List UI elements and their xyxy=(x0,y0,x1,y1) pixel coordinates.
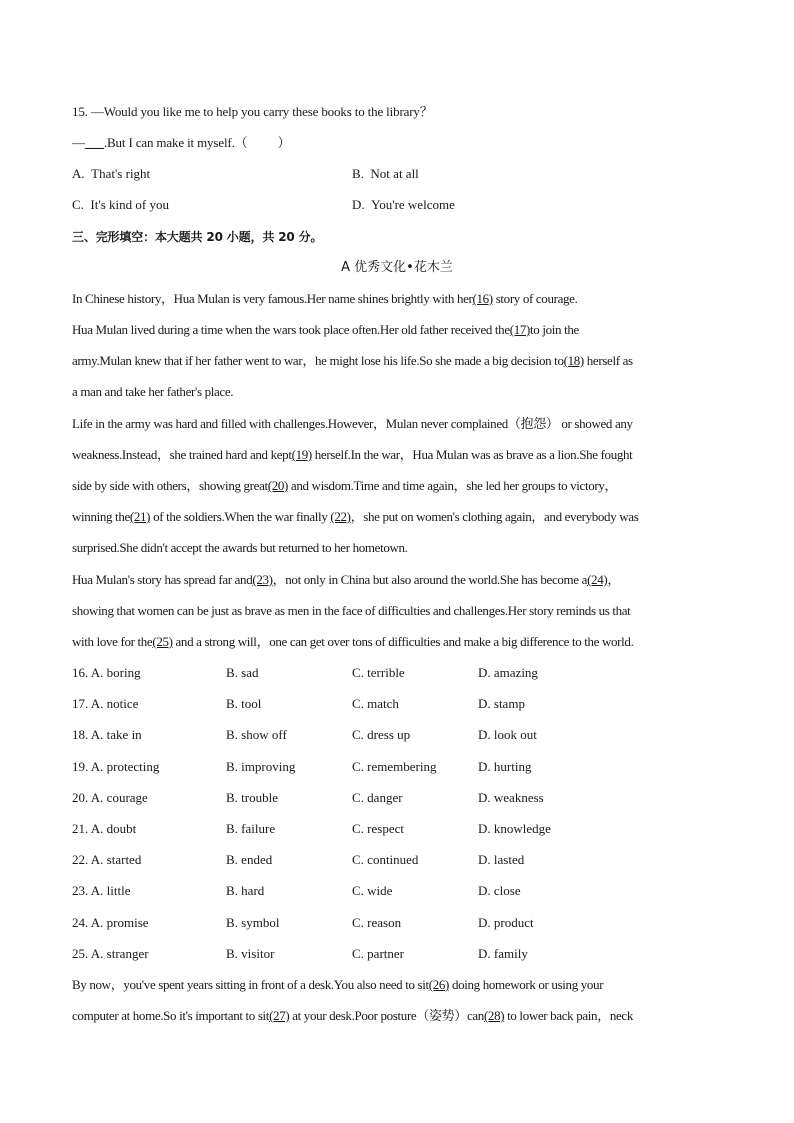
choice-a[interactable]: 22. A. started xyxy=(72,852,142,867)
question-15 xyxy=(72,103,734,121)
blank-17[interactable]: (17) xyxy=(509,322,531,337)
choice-c[interactable]: C. match xyxy=(352,696,399,711)
reply-close: ） xyxy=(277,135,291,150)
choice-b[interactable]: B. ended xyxy=(226,852,273,867)
choice-row xyxy=(72,758,732,776)
choice-c[interactable]: C. respect xyxy=(352,821,404,836)
dash: — xyxy=(72,135,85,150)
passage-line-11: showing that women can be just as brave as men in the face of difficulties and challenges.Her story reminds us that xyxy=(72,603,631,618)
blank-21[interactable]: (21) xyxy=(129,509,151,524)
blank-28[interactable]: (28) xyxy=(483,1008,505,1023)
choice-a[interactable]: 21. A. doubt xyxy=(72,821,137,836)
option-b[interactable]: B. Not at all xyxy=(352,166,419,181)
choice-row xyxy=(72,945,732,963)
choice-row xyxy=(72,882,732,900)
passage-line-6: weakness.Instead，she trained hard and kept(19) herself.In the war，Hua Mulan was as brave as a lion.She fought xyxy=(72,447,633,462)
choice-d[interactable]: D. knowledge xyxy=(478,821,551,836)
choice-a[interactable]: 20. A. courage xyxy=(72,790,148,805)
option-d[interactable]: D. You're welcome xyxy=(352,197,455,212)
blank-27[interactable]: (27) xyxy=(269,1008,290,1023)
choice-b[interactable]: B. hard xyxy=(226,883,265,898)
choice-a[interactable]: 19. A. protecting xyxy=(72,759,160,774)
choice-d[interactable]: D. hurting xyxy=(478,759,532,774)
choice-c[interactable]: C. wide xyxy=(352,883,393,898)
blank-25[interactable]: (25) xyxy=(152,634,173,649)
blank-20[interactable]: (20) xyxy=(267,478,289,493)
blank-22[interactable]: (22) xyxy=(330,509,351,524)
choice-d[interactable]: D. amazing xyxy=(478,665,538,680)
choice-d[interactable]: D. weakness xyxy=(478,790,544,805)
answer-blank[interactable]: ___ xyxy=(84,135,104,150)
passage-line-9: surprised.She didn't accept the awards but returned to her hometown. xyxy=(72,540,408,555)
choice-row xyxy=(72,820,732,838)
choice-row xyxy=(72,726,732,744)
choice-a[interactable]: 17. A. notice xyxy=(72,696,139,711)
choice-d[interactable]: D. family xyxy=(478,946,528,961)
reply-text: .But I can make it myself.（ xyxy=(103,135,248,150)
choice-a[interactable]: 24. A. promise xyxy=(72,915,149,930)
passage-line-10: Hua Mulan's story has spread far and(23)，not only in China but also around the world.She has become a(24)， xyxy=(72,572,620,587)
choice-c[interactable]: C. terrible xyxy=(352,665,405,680)
q15-options-row-2 xyxy=(72,196,732,214)
choice-c[interactable]: C. remembering xyxy=(352,759,437,774)
choice-a[interactable]: 25. A. stranger xyxy=(72,946,149,961)
question-15-reply xyxy=(72,134,734,152)
choice-d[interactable]: D. lasted xyxy=(478,852,525,867)
choice-b[interactable]: B. tool xyxy=(226,696,262,711)
passage-line-3: army.Mulan knew that if her father went to war，he might lose his life.So she made a big decision to(18) herself as xyxy=(72,353,633,368)
choice-row xyxy=(72,789,732,807)
passage-line-12: with love for the(25) and a strong will，one can get over tons of difficulties and make a big difference to the world. xyxy=(72,634,634,649)
passage-line-7: side by side with others，showing great(20) and wisdom.Time and time again，she led her groups to victory， xyxy=(72,478,618,493)
choice-row xyxy=(72,914,732,932)
choice-c[interactable]: C. reason xyxy=(352,915,402,930)
blank-23[interactable]: (23) xyxy=(252,572,273,587)
passage-line-5: Life in the army was hard and filled with challenges.However，Mulan never complained（抱怨） or showed any xyxy=(72,416,633,431)
choice-b[interactable]: B. show off xyxy=(226,727,287,742)
choice-b[interactable]: B. visitor xyxy=(226,946,275,961)
q15-options-row-1 xyxy=(72,165,732,183)
choice-b[interactable]: B. sad xyxy=(226,665,259,680)
option-c[interactable]: C. It's kind of you xyxy=(72,197,169,212)
choice-d[interactable]: D. stamp xyxy=(478,696,525,711)
choice-a[interactable]: 16. A. boring xyxy=(72,665,141,680)
passage-line-1: In Chinese history，Hua Mulan is very famous.Her name shines brightly with her(16) story of courage. xyxy=(72,291,578,306)
blank-18[interactable]: (18) xyxy=(563,353,584,368)
choice-c[interactable]: C. dress up xyxy=(352,727,411,742)
passage2-line-2: computer at home.So it's important to sit(27) at your desk.Poor posture（姿势）can(28) to lower back pain，neck xyxy=(72,1008,633,1023)
blank-19[interactable]: (19) xyxy=(291,447,312,462)
passage-line-2: Hua Mulan lived during a time when the wars took place often.Her old father received the(17)to join the xyxy=(72,322,579,337)
choice-a[interactable]: 23. A. little xyxy=(72,883,131,898)
choice-d[interactable]: D. look out xyxy=(478,727,537,742)
choice-d[interactable]: D. close xyxy=(478,883,521,898)
choice-c[interactable]: C. continued xyxy=(352,852,419,867)
blank-26[interactable]: (26) xyxy=(428,977,450,992)
choice-b[interactable]: B. symbol xyxy=(226,915,280,930)
choice-a[interactable]: 18. A. take in xyxy=(72,727,142,742)
choice-b[interactable]: B. improving xyxy=(226,759,296,774)
choice-b[interactable]: B. failure xyxy=(226,821,276,836)
passage-title: A 优秀文化•花木兰 xyxy=(341,260,453,275)
passage-line-8: winning the(21) of the soldiers.When the war finally (22)，she put on women's clothing again，and everybody was xyxy=(72,509,639,524)
passage2-line-1: By now，you've spent years sitting in front of a desk.You also need to sit(26) doing homework or using your xyxy=(72,977,604,992)
choice-c[interactable]: C. danger xyxy=(352,790,403,805)
choice-d[interactable]: D. product xyxy=(478,915,534,930)
passage-line-4: a man and take her father's place. xyxy=(72,384,234,399)
blank-16[interactable]: (16) xyxy=(472,291,493,306)
question-15-text: 15. —Would you like me to help you carry these books to the library？ xyxy=(72,104,433,119)
choice-b[interactable]: B. trouble xyxy=(226,790,278,805)
section-heading: 三、完形填空：本大题共 20 小题，共 20 分。 xyxy=(72,230,323,244)
blank-24[interactable]: (24) xyxy=(587,572,608,587)
choice-row xyxy=(72,851,732,869)
choice-row xyxy=(72,664,732,682)
option-a[interactable]: A. That's right xyxy=(72,166,151,181)
choice-row xyxy=(72,695,732,713)
choice-c[interactable]: C. partner xyxy=(352,946,404,961)
